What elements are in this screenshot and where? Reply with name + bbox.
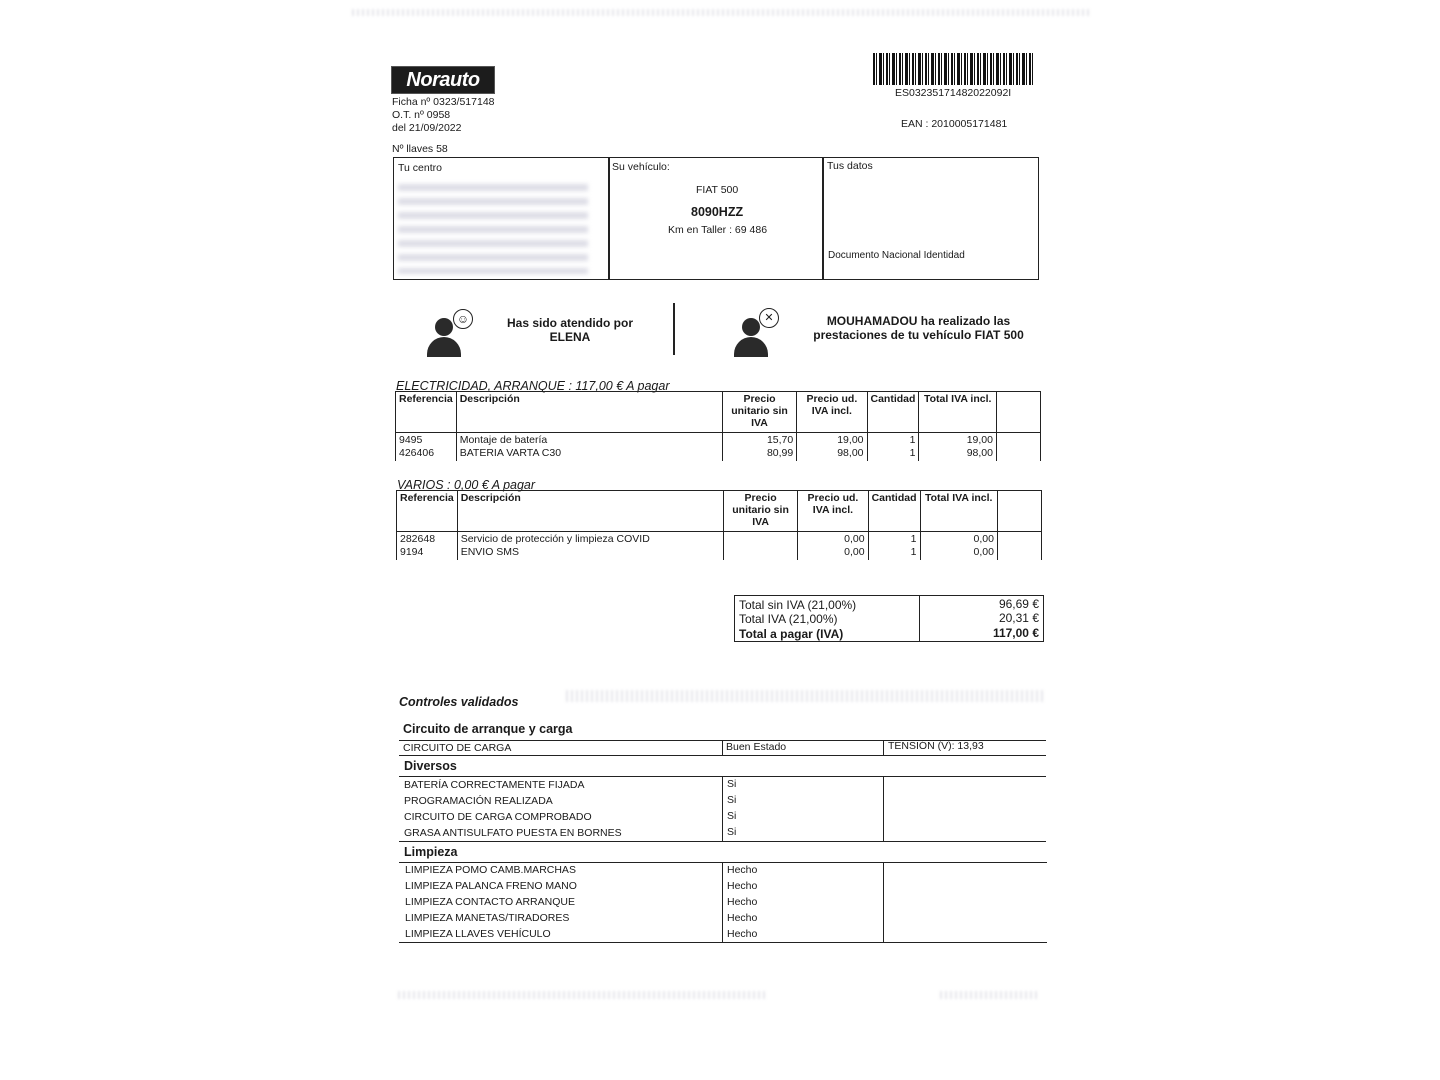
limpieza-item: LIMPIEZA CONTACTO ARRANQUE [405, 896, 575, 908]
diversos-item: CIRCUITO DE CARGA COMPROBADO [404, 811, 592, 823]
circuito-item: CIRCUITO DE CARGA [403, 742, 512, 754]
limpieza-title: Limpieza [404, 845, 458, 859]
limpieza-item: LIMPIEZA MANETAS/TIRADORES [405, 912, 570, 924]
diversos-estado: Si [727, 778, 737, 790]
circuito-tension: TENSIÓN (V): 13,93 [888, 740, 984, 752]
col-precio-sin-iva: Precio unitario sin IVA [723, 491, 797, 532]
keys-number: Nº llaves 58 [392, 143, 448, 155]
centro-address-redacted [398, 184, 588, 274]
diversos-item: BATERÍA CORRECTAMENTE FIJADA [404, 779, 585, 791]
total-sin-iva-value: 96,69 € [998, 597, 1039, 611]
col-precio-iva: Precio ud. IVA incl. [797, 392, 867, 433]
su-vehiculo-label: Su vehículo: [612, 161, 670, 173]
total-iva-value: 20,31 € [998, 611, 1039, 625]
col-referencia: Referencia [396, 392, 457, 433]
ficha-number: Ficha nº 0323/517148 [392, 96, 495, 108]
col-precio-sin-iva: Precio unitario sin IVA [722, 392, 796, 433]
col-referencia: Referencia [397, 491, 458, 532]
varios-title: VARIOS : 0,00 € A pagar [397, 478, 536, 492]
col-empty [996, 392, 1040, 433]
diversos-item: PROGRAMACIÓN REALIZADA [404, 795, 553, 807]
col-total: Total IVA incl. [920, 491, 997, 532]
tools-icon: ✕ [759, 308, 779, 328]
table-row: 282648 9194 Servicio de protección y limpieza COVID ENVIO SMS 0,00 0,00 1 1 0,00 0,00 [397, 532, 1042, 561]
scan-noise-top [352, 9, 1092, 16]
diversos-estado: Si [727, 826, 737, 838]
ean-number: EAN : 2010005171481 [901, 118, 1008, 130]
barcode [873, 53, 1035, 85]
attended-by-text: Has sido atendido por ELENA [506, 316, 633, 344]
col-descripcion: Descripción [457, 491, 723, 532]
diversos-item: GRASA ANTISULFATO PUESTA EN BORNES [404, 827, 622, 839]
section-divider [673, 303, 675, 355]
table-row: 9495 426406 Montaje de batería BATERIA VARTA C30 15,70 80,99 19,00 98,00 1 1 19,00 98,00 [396, 433, 1041, 462]
controles-title: Controles validados [399, 695, 519, 709]
col-empty [997, 491, 1041, 532]
totals-box [734, 595, 1044, 642]
tu-centro-label: Tu centro [398, 162, 442, 174]
col-precio-iva: Precio ud. IVA incl. [798, 491, 868, 532]
limpieza-estado: Hecho [727, 896, 758, 908]
limpieza-estado: Hecho [727, 864, 758, 876]
barcode-text: ES03235171482022092I [895, 87, 1012, 99]
circuito-estado: Buen Estado [726, 741, 787, 753]
km-in-workshop: Km en Taller : 69 486 [668, 224, 768, 236]
col-descripcion: Descripción [456, 392, 722, 433]
limpieza-estado: Hecho [727, 880, 758, 892]
tus-datos-label: Tus datos [827, 160, 873, 172]
col-cantidad: Cantidad [868, 491, 920, 532]
controles-redacted [566, 690, 1046, 702]
license-plate: 8090HZZ [691, 205, 744, 219]
technician-text: MOUHAMADOU ha realizado las prestaciones de tu vehículo FIAT 500 [813, 314, 1024, 342]
limpieza-estado: Hecho [727, 912, 758, 924]
total-sin-iva-label: Total sin IVA (21,00%) [739, 598, 857, 612]
scan-noise-footer [398, 991, 768, 999]
varios-table [396, 490, 1042, 560]
circuito-title: Circuito de arranque y carga [403, 722, 573, 736]
total-iva-label: Total IVA (21,00%) [739, 612, 838, 626]
limpieza-estado: Hecho [727, 928, 758, 940]
diversos-estado: Si [727, 794, 737, 806]
diversos-title: Diversos [404, 759, 457, 773]
electricidad-title: ELECTRICIDAD, ARRANQUE : 117,00 € A pagar [396, 379, 670, 393]
limpieza-item: LIMPIEZA POMO CAMB.MARCHAS [405, 864, 576, 876]
electricidad-table [395, 391, 1041, 461]
limpieza-item: LIMPIEZA LLAVES VEHÍCULO [405, 928, 551, 940]
smiley-icon: ☺ [453, 309, 473, 329]
info-boxes [393, 157, 1039, 280]
total-pagar-label: Total a pagar (IVA) [739, 627, 844, 641]
dni-label: Documento Nacional Identidad [828, 250, 965, 261]
scan-noise-footer-right [940, 991, 1040, 999]
norauto-logo: Norauto [391, 66, 495, 94]
limpieza-item: LIMPIEZA PALANCA FRENO MANO [405, 880, 577, 892]
col-total: Total IVA incl. [919, 392, 997, 433]
ot-date: del 21/09/2022 [392, 122, 462, 134]
ot-number: O.T. nº 0958 [392, 109, 451, 121]
total-pagar-value: 117,00 € [992, 626, 1039, 640]
diversos-estado: Si [727, 810, 737, 822]
vehicle-model: FIAT 500 [696, 184, 739, 196]
col-cantidad: Cantidad [867, 392, 919, 433]
